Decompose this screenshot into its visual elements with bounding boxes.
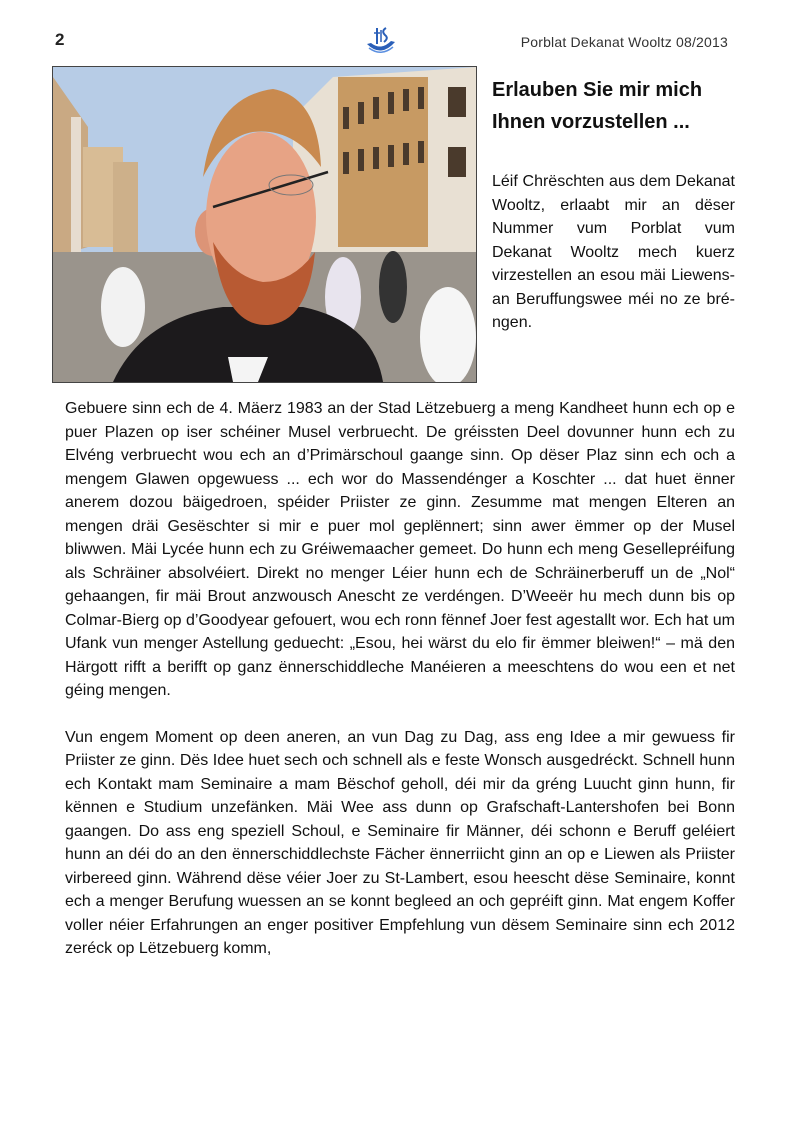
publication-header: Porblat Dekanat Wooltz 08/2013 [520,34,728,50]
article-title-line-2: Ihnen vorzustellen ... [492,111,690,133]
body-paragraph-2: Vun engem Moment op deen aneren, an vun Dag zu Dag, ass eng Idee a mir gewuess fir Priister ze ginn. Dës Idee huet sech och schnell als e feste Wonsch ausgedréckt. Schnell hunn ech Kontakt mam Seminaire a mam Bëschof geholl, déi mir da gréng Luucht ginn hunn, fir kënnen e Studium unzefänken. Mäi Wee ass dunn op Grafschaft-Lantershofen bei Bonn gaangen. Do ass eng speziell Schoul, e Seminaire fir Männer, déi schonn e Beruff geléiert hunn an déi do an den ënnerschiddlechste Fächer ënnerriicht ginn an op e Liewen als Priister virbereed ginn. Während dëse véier Joer zu St-Lambert, esou heescht dëse Seminaire, konnt ech a menger Berufung wuessen an se konnt begleed an och gepréift ginn. Mat engem Koffer voller néier Erfahrungen an enger positiver Empfehlung vun dësem Seminaire sinn ech 2012 zeréck op Lëtzebuerg komm, [65,728,735,957]
body-paragraph-1: Gebuere sinn ech de 4. Mäerz 1983 an der Stad Lëtzebuerg a meng Kandheet hunn ech op e puer Plazen op iser schéiner Musel verbruecht. De gréissten Deel dovunner hunn ech zu Elvéng verbruecht wou ech an d’Primärschoul gaange sinn. Op dëser Plaz sinn ech och a mengem Glawen opgewuess ... ech wor do Massendénger a Koschter ... dat huet ënner anerem dozou bäigedroen, spéider Priister ze ginn. Zesumme mat mengen Elteren an mengen dräi Gesëschter si mir e puer mol geplënnert; sinn awer ëmmer op der Musel bliwwen. Mäi Lycée hunn ech zu Gréiwemaacher gemeet. Do hunn ech meng Gesellepréifung als Schräiner absolvéiert. Direkt no menger Léier hunn ech de Schräinerberuff un de „Nol“ gehaangen, fir mäi Brout anzwousch Anescht ze verdéngen. D’Weeër hu mech dunn bis op Colmar-Bierg op d’Goodyear gefouert, wou ech ronn fënnef Joer fest agestallt wor. Ech hat um Ufank vun menger Astellung geduecht: „Esou, hei wärst du elo fir ëmmer bleiwen!“ – mä den Härgott rifft a berifft op ganz ënnerschiddleche Manéieren a meeschtens do wou een et net géing mengen. [65,400,735,699]
page-number: 2 [55,30,65,49]
portrait-photo [52,66,477,383]
article-title-line-1: Erlauben Sie mir mich [492,79,703,101]
intro-paragraph: Léif Chrëschten aus dem Dekanat Wooltz, erlaabt mir an dëser Nummer vum Porblat vum Dekanat Wooltz mech kuerz virzestellen an esou mäi Liewens- an Beruffungswee méi no ze bréngen. [492,173,735,331]
article-body [65,397,735,984]
article-title [492,74,742,138]
ship-cross-logo-icon [364,24,398,58]
